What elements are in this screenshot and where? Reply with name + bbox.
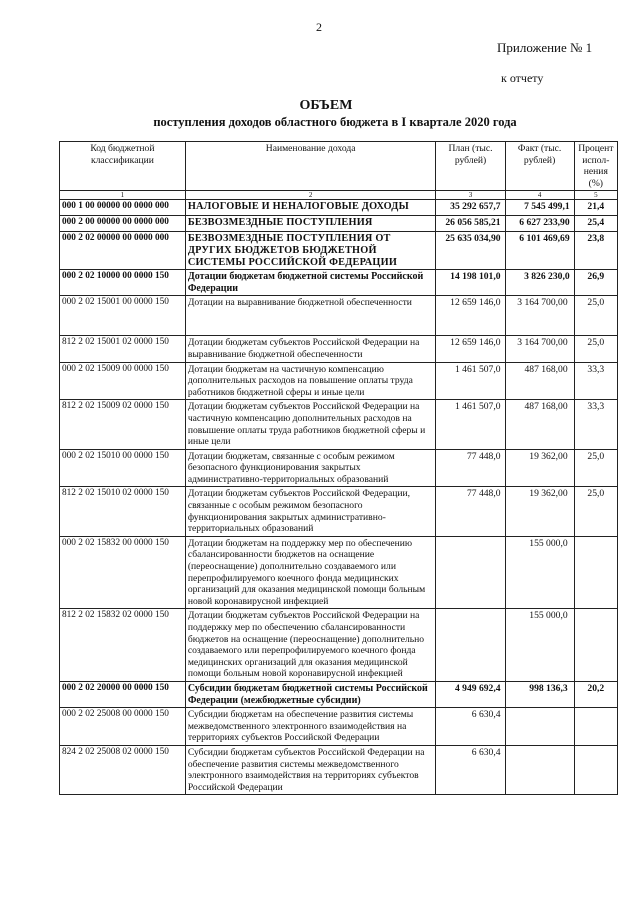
table-row — [60, 216, 618, 232]
row-percent: 21,4 — [574, 200, 617, 216]
table-header-row — [60, 142, 618, 191]
row-plan: 77 448,0 — [436, 449, 505, 487]
page-number: 2 — [316, 20, 322, 34]
row-percent — [574, 536, 617, 609]
column-number: 4 — [505, 191, 574, 200]
row-code: 000 2 02 15010 00 0000 150 — [60, 449, 186, 487]
row-name: Дотации бюджетам, связанные с особым режимом безопасного функционирования закрытых административно-территориальных образований — [185, 449, 436, 487]
row-plan: 35 292 657,7 — [436, 200, 505, 216]
table-row — [60, 745, 618, 794]
row-fact: 7 545 499,1 — [505, 200, 574, 216]
row-name: Дотации на выравнивание бюджетной обеспеченности — [185, 296, 436, 336]
row-plan: 77 448,0 — [436, 487, 505, 536]
row-name: Дотации бюджетам субъектов Российской Федерации на выравнивание бюджетной обеспеченности — [185, 336, 436, 362]
row-code: 000 2 02 25008 00 0000 150 — [60, 708, 186, 746]
row-fact: 487 168,00 — [505, 362, 574, 400]
row-plan: 6 630,4 — [436, 745, 505, 794]
table-row — [60, 232, 618, 270]
row-percent — [574, 609, 617, 682]
table-row — [60, 449, 618, 487]
row-name: БЕЗВОЗМЕЗДНЫЕ ПОСТУПЛЕНИЯ — [185, 216, 436, 232]
row-fact: 998 136,3 — [505, 681, 574, 707]
row-code: 812 2 02 15001 02 0000 150 — [60, 336, 186, 362]
row-fact: 19 362,00 — [505, 487, 574, 536]
row-name: Субсидии бюджетам субъектов Российской Федерации на обеспечение развития системы межведомственного электронного взаимодействия на территориях субъектов Российской Федерации — [185, 745, 436, 794]
row-percent — [574, 745, 617, 794]
table-row — [60, 681, 618, 707]
document-subtitle: поступления доходов областного бюджета в I квартале 2020 года — [153, 115, 517, 129]
column-number: 3 — [436, 191, 505, 200]
table-row — [60, 708, 618, 746]
row-code: 000 2 02 00000 00 0000 000 — [60, 232, 186, 270]
row-fact: 19 362,00 — [505, 449, 574, 487]
row-plan: 1 461 507,0 — [436, 400, 505, 449]
row-fact: 6 101 469,69 — [505, 232, 574, 270]
header-name: Наименование дохода — [185, 142, 436, 191]
table-row — [60, 400, 618, 449]
document-title: ОБЪЕМ — [299, 98, 353, 113]
row-percent: 33,3 — [574, 400, 617, 449]
row-code: 824 2 02 25008 02 0000 150 — [60, 745, 186, 794]
report-reference: к отчету — [501, 71, 544, 85]
row-percent: 25,0 — [574, 487, 617, 536]
row-fact: 487 168,00 — [505, 400, 574, 449]
header-percent: Процент испол-нения (%) — [574, 142, 617, 191]
row-code: 812 2 02 15010 02 0000 150 — [60, 487, 186, 536]
row-fact: 3 164 700,00 — [505, 296, 574, 336]
row-percent: 23,8 — [574, 232, 617, 270]
table-row — [60, 362, 618, 400]
row-plan: 25 635 034,90 — [436, 232, 505, 270]
table-row — [60, 200, 618, 216]
row-plan: 14 198 101,0 — [436, 270, 505, 296]
row-percent: 25,4 — [574, 216, 617, 232]
column-number: 2 — [185, 191, 436, 200]
row-fact: 155 000,0 — [505, 536, 574, 609]
row-percent: 25,0 — [574, 336, 617, 362]
row-code: 812 2 02 15009 02 0000 150 — [60, 400, 186, 449]
row-plan: 26 056 585,21 — [436, 216, 505, 232]
row-code: 000 2 02 15832 00 0000 150 — [60, 536, 186, 609]
row-percent — [574, 708, 617, 746]
table-row — [60, 336, 618, 362]
row-plan: 6 630,4 — [436, 708, 505, 746]
table-row — [60, 270, 618, 296]
row-name: НАЛОГОВЫЕ И НЕНАЛОГОВЫЕ ДОХОДЫ — [185, 200, 436, 216]
column-number: 5 — [574, 191, 617, 200]
row-name: Дотации бюджетам субъектов Российской Федерации на частичную компенсацию дополнительных расходов на повышение оплаты труда работников бюджетной сферы и иные цели — [185, 400, 436, 449]
row-fact — [505, 708, 574, 746]
row-name: Субсидии бюджетам на обеспечение развития системы межведомственного электронного взаимодействия на территориях субъектов Российской Федерации — [185, 708, 436, 746]
row-fact: 155 000,0 — [505, 609, 574, 682]
row-name: Дотации бюджетам на частичную компенсацию дополнительных расходов на повышение оплаты труда работников бюджетной сферы и иные цели — [185, 362, 436, 400]
row-plan — [436, 536, 505, 609]
header-fact: Факт (тыс. рублей) — [505, 142, 574, 191]
row-percent: 26,9 — [574, 270, 617, 296]
row-percent: 20,2 — [574, 681, 617, 707]
row-code: 000 2 02 15009 00 0000 150 — [60, 362, 186, 400]
row-name: БЕЗВОЗМЕЗДНЫЕ ПОСТУПЛЕНИЯ ОТ ДРУГИХ БЮДЖЕТОВ БЮДЖЕТНОЙ СИСТЕМЫ РОССИЙСКОЙ ФЕДЕРАЦИИ — [185, 232, 436, 270]
appendix-label: Приложение № 1 — [497, 40, 593, 55]
row-plan: 1 461 507,0 — [436, 362, 505, 400]
row-fact: 6 627 233,90 — [505, 216, 574, 232]
row-code: 000 1 00 00000 00 0000 000 — [60, 200, 186, 216]
row-code: 812 2 02 15832 02 0000 150 — [60, 609, 186, 682]
row-plan: 12 659 146,0 — [436, 336, 505, 362]
row-fact — [505, 745, 574, 794]
row-name: Дотации бюджетам бюджетной системы Российской Федерации — [185, 270, 436, 296]
row-code: 000 2 02 15001 00 0000 150 — [60, 296, 186, 336]
row-fact: 3 164 700,00 — [505, 336, 574, 362]
row-code: 000 2 02 10000 00 0000 150 — [60, 270, 186, 296]
row-name: Дотации бюджетам субъектов Российской Федерации на поддержку мер по обеспечению сбалансированности бюджетов на оснащение (переоснащение) дополнительно создаваемого или перепрофилируемого коечного фонда медицинских организаций для оказания медицинской помощи больным новой коронавирусной инфекцией — [185, 609, 436, 682]
row-fact: 3 826 230,0 — [505, 270, 574, 296]
column-number-row — [60, 191, 618, 200]
row-percent: 33,3 — [574, 362, 617, 400]
row-name: Дотации бюджетам субъектов Российской Федерации, связанные с особым режимом безопасного функционирования закрытых административно-территориальных образований — [185, 487, 436, 536]
row-plan — [436, 609, 505, 682]
table-row — [60, 536, 618, 609]
row-percent: 25,0 — [574, 296, 617, 336]
row-code: 000 2 00 00000 00 0000 000 — [60, 216, 186, 232]
row-percent: 25,0 — [574, 449, 617, 487]
header-code: Код бюджетной классификации — [60, 142, 186, 191]
row-name: Субсидии бюджетам бюджетной системы Российской Федерации (межбюджетные субсидии) — [185, 681, 436, 707]
revenue-table — [59, 141, 618, 795]
table-row — [60, 609, 618, 682]
column-number: 1 — [60, 191, 186, 200]
table-row — [60, 487, 618, 536]
row-plan: 4 949 692,4 — [436, 681, 505, 707]
row-plan: 12 659 146,0 — [436, 296, 505, 336]
row-code: 000 2 02 20000 00 0000 150 — [60, 681, 186, 707]
row-name: Дотации бюджетам на поддержку мер по обеспечению сбалансированности бюджетов на оснащение (переоснащение) дополнительно создаваемого или перепрофилируемого коечного фонда медицинских организаций для оказания медицинской помощи больным новой коронавирусной инфекцией — [185, 536, 436, 609]
header-plan: План (тыс. рублей) — [436, 142, 505, 191]
table-row — [60, 296, 618, 336]
